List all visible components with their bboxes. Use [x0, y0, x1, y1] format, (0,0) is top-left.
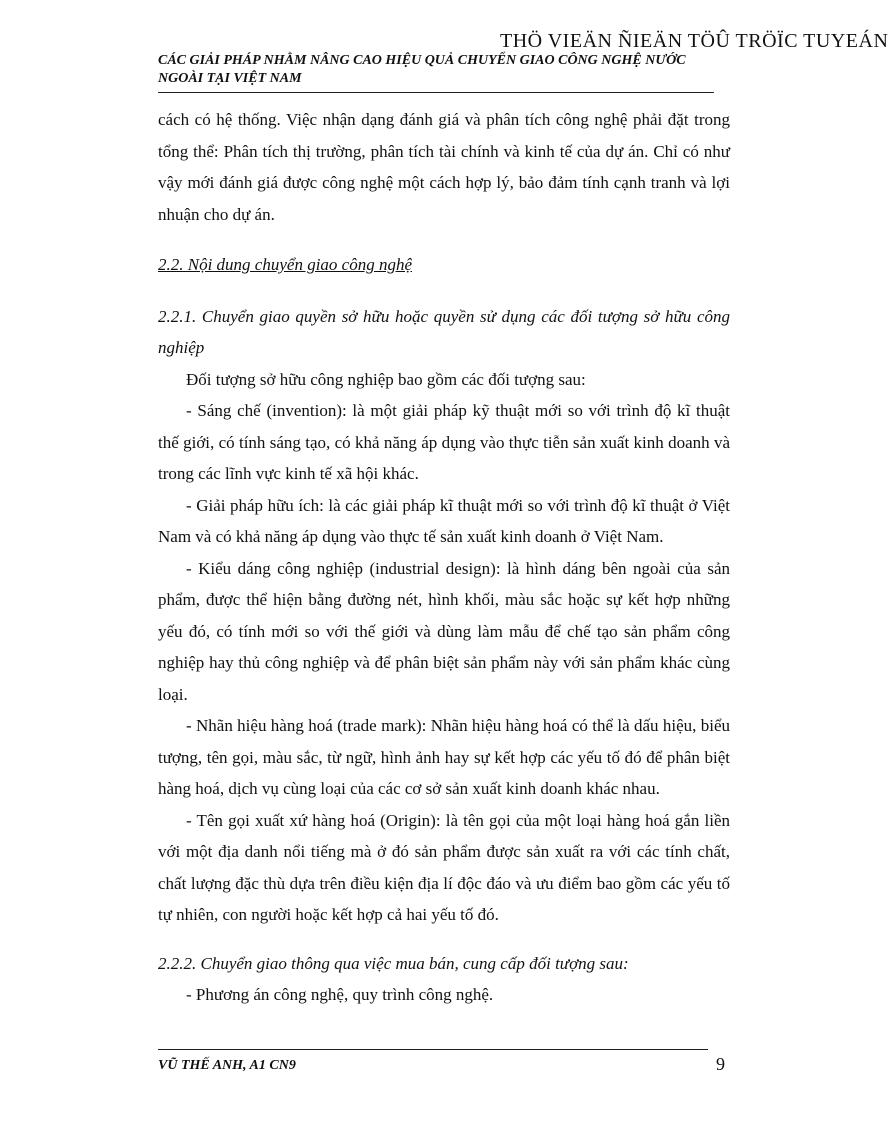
- paragraph-invention: - Sáng chế (invention): là một giải pháp kỹ thuật mới so với trình độ kĩ thuật thế giới, có tính sáng tạo, có khả năng áp dụng vào thực tiễn sản xuất kinh doanh và trong các lĩnh vực kinh tế xã hội khác.: [158, 401, 730, 483]
- paragraph-trademark: - Nhãn hiệu hàng hoá (trade mark): Nhãn hiệu hàng hoá có thể là dấu hiệu, biểu tượng, tên gọi, màu sắc, từ ngữ, hình ảnh hay sự kết hợp các yếu tố đó để phân biệt hàng hoá, dịch vụ cùng loại của các cơ sở sản xuất kinh doanh khác nhau.: [158, 716, 730, 798]
- section-heading-2-2: 2.2. Nội dung chuyển giao công nghệ: [158, 255, 413, 274]
- paragraph-utility-solution: - Giải pháp hữu ích: là các giải pháp kĩ thuật mới so với trình độ kĩ thuật ở Việt Nam và có khả năng áp dụng vào thực tế sản xuất kinh doanh ở Việt Nam.: [158, 495, 730, 546]
- paragraph-intro: cách có hệ thống. Việc nhận dạng đánh giá và phân tích công nghệ phải đặt trong tổng thể: Phân tích thị trường, phân tích tài chính và kinh tế của dự án. Chỉ có như vậy mới đánh giá được công nghệ một cách hợp lý, bảo đảm tính cạnh tranh và lợi nhuận cho dự án.: [158, 110, 730, 224]
- header-title-line-1: CÁC GIẢI PHÁP NHẰM NÂNG CAO HIỆU QUẢ CHUYỂN GIAO CÔNG NGHỆ NƯỚC: [158, 53, 686, 68]
- section-heading-2-2-1: 2.2.1. Chuyển giao quyền sở hữu hoặc quyền sử dụng các đối tượng sở hữu công nghiệp: [158, 306, 730, 357]
- paragraph-origin: - Tên gọi xuất xứ hàng hoá (Origin): là tên gọi của một loại hàng hoá gắn liền với một địa danh nổi tiếng mà ở đó sản phẩm được sản xuất ra với các tính chất, chất lượng đặc thù dựa trên điều kiện địa lí độc đáo và ưu điểm bao gồm các yếu tố tự nhiên, con người hoặc kết hợp cả hai yếu tố đó.: [158, 810, 730, 924]
- paragraph-industrial-design: - Kiểu dáng công nghiệp (industrial design): là hình dáng bên ngoài của sản phẩm, được thể hiện bằng đường nét, hình khối, màu sắc hoặc sự kết hợp những yếu đó, có tính mới so với thế giới và dùng làm mẫu để chế tạo sản phẩm công nghiệp hay thủ công nghiệp và để phân biệt sản phẩm này với sản phẩm khác cùng loại.: [158, 558, 730, 704]
- footer-divider: [158, 1049, 708, 1050]
- watermark-text: THÖ VIEÄN ÑIEÄN TÖÛ TRÖÏC TUYEÁN: [500, 30, 888, 52]
- document-header: [158, 52, 714, 93]
- header-title-line-2: NGOÀI TẠI VIỆT NAM: [158, 71, 302, 86]
- document-body: [158, 104, 730, 1011]
- paragraph-technology-method: - Phương án công nghệ, quy trình công nghệ.: [186, 985, 494, 1004]
- page-number: 9: [716, 1054, 725, 1074]
- paragraph-objects-intro: Đối tượng sở hữu công nghiệp bao gồm các đối tượng sau:: [186, 369, 586, 389]
- footer-author: VŨ THẾ ANH, A1 CN9: [158, 1058, 296, 1073]
- section-heading-2-2-2: 2.2.2. Chuyển giao thông qua việc mua bán, cung cấp đối tượng sau:: [158, 953, 629, 973]
